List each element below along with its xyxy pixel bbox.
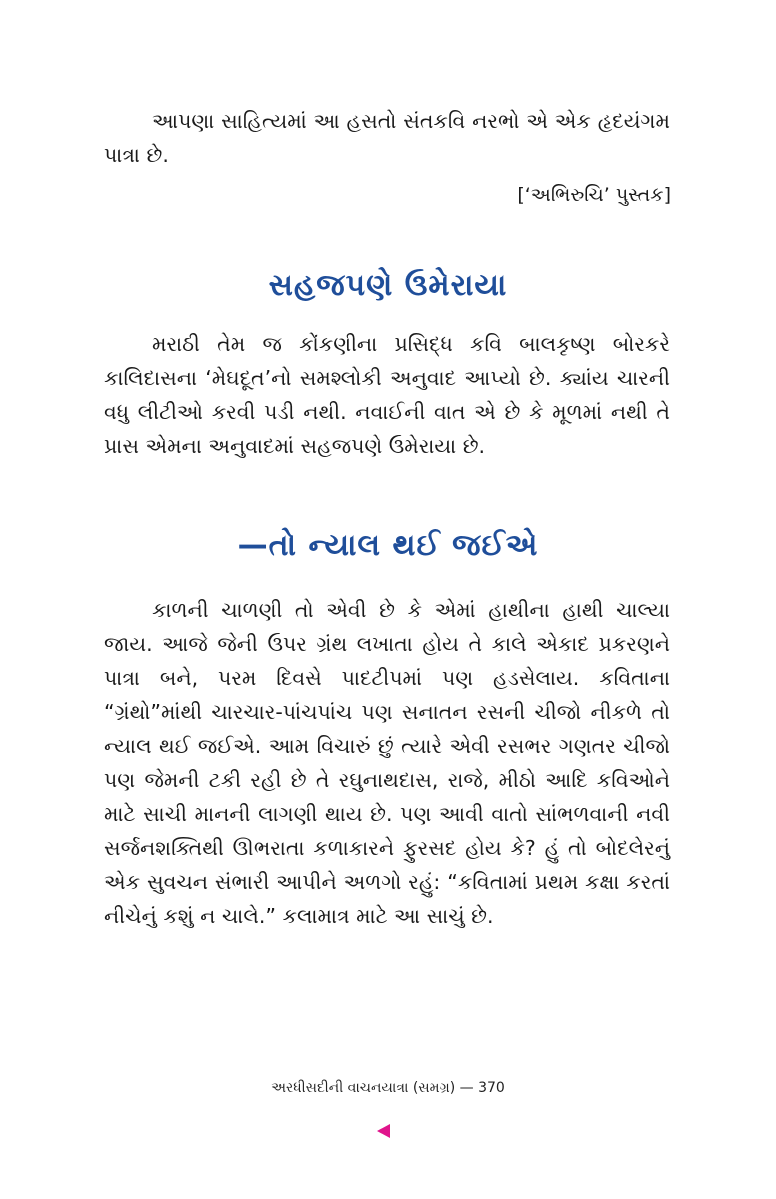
section-heading-nyal: —તો ન્યાલ થઈ જઈએ: [237, 528, 539, 563]
section-heading-sahajpane: સહજપણે ઉમેરાયા: [268, 268, 508, 303]
paragraph-intro: આપણા સાહિત્યમાં આ હસતો સંતકવિ નરભો એ એક હૃદયંગમ પાત્રા છે.: [104, 109, 670, 167]
paragraph-meghdoot: મરાઠી તેમ જ કોંકણીના પ્રસિદ્ધ કવિ બાલકૃષ્ણ બોરકરે કાલિદાસના ‘મેઘદૂત’નો સમશ્લોકી અનુવાદ આપ્યો છે. ક્યાંય ચારની વધુ લીટીઓ કરવી પડી નથી. નવાઈની વાત એ છે કે મૂળમાં નથી તે પ્રાસ એમના અનુવાદમાં સહજપણે ઉમેરાયા છે.: [104, 332, 670, 458]
paragraph-kaalni-chaalni: કાળની ચાળણી તો એવી છે કે એમાં હાથીના હાથી ચાલ્યા જાય. આજે જેની ઉપર ગ્રંથ લખાતા હોય તે કાલે એકાદ પ્રકરણને પાત્રા બને, પરમ દિવસે પાદટીપમાં પણ હડસેલાય. કવિતાના “ગ્રંથો”માંથી ચારચાર-પાંચપાંચ પણ સનાતન રસની ચીજો નીકળે તો ન્યાલ થઈ જઈએ. આમ વિચારું છું ત્યારે એવી રસભર ગણતર ચીજો પણ જેમની ટકી રહી છે તે રઘુનાથદાસ, રાજે, મીઠો આદિ કવિઓને માટે સાચી માનની લાગણી થાય છે. પણ આવી વાતો સાંભળવાની નવી સર્જનશક્તિથી ઊભરાતા કળાકારને ફુરસદ હોય કે? હું તો બોદલેરનું એક સુવચન સંભારી આપીને અળગો રહું: “કવિતામાં પ્રથમ કક્ષા કરતાં નીચેનું કશું ન ચાલે.” કલામાત્ર માટે આ સાચું છે.: [104, 598, 670, 928]
source-citation: [‘અભિરુચિ’ પુસ્તક]: [517, 184, 671, 206]
page-footer: અરધીસદીની વાચનયાત્રા (સમગ્ર) — 370: [271, 1080, 505, 1096]
left-triangle-icon[interactable]: [377, 1124, 390, 1138]
